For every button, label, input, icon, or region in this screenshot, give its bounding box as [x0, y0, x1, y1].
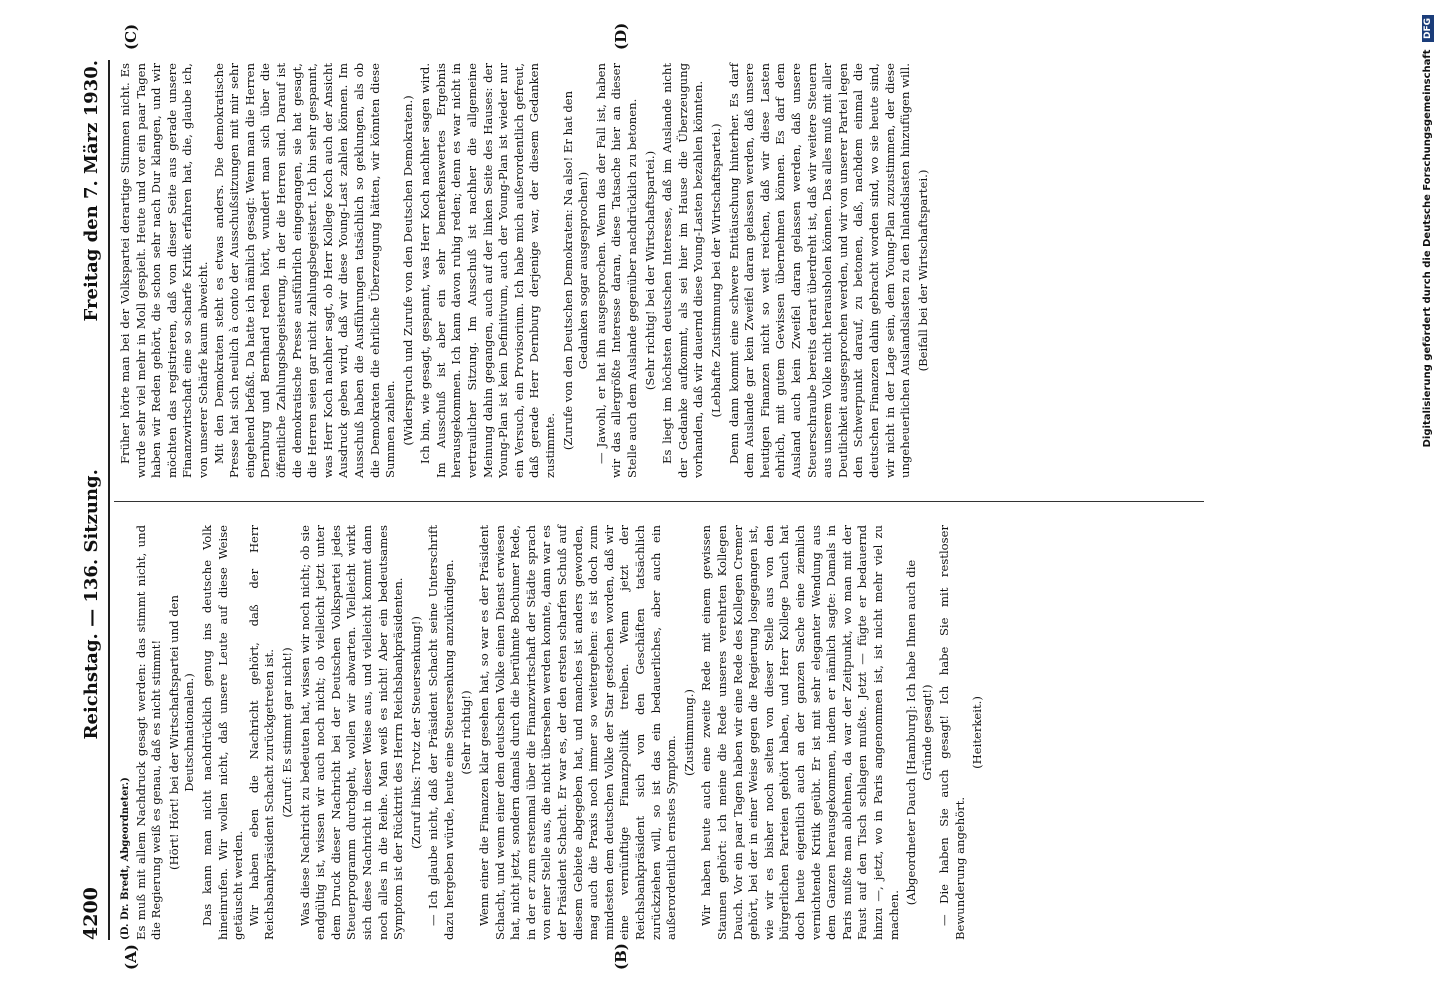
paragraph: — Jawohl, er hat ihn ausgesprochen. Wenn das der Fall ist, haben wir das allergrößte Interesse daran, diese Tatsache hier an dieser Stelle auch dem Auslande gegenüber nachdrücklich zu betonen. [593, 63, 639, 478]
interjection: (Abgeordneter Dauch [Hamburg]: Ich habe Ihnen auch die Gründe gesagt!) [904, 559, 934, 906]
running-head-right: Freitag den 7. März 1930. [80, 60, 102, 322]
speaker-attribution: (D. Dr. Bredt, Abgeordneter.) [120, 777, 131, 940]
running-head [76, 60, 106, 940]
paragraph: Früher hörte man bei der Volkspartei derartige Stimmen nicht. Es wurde sehr viel mehr in Moll gespielt. Heute und vor ein paar Tagen haben wir Reden gehört, die schon sehr nach Dur klangen, und wir möchten das registrieren, daß von dieser Seite aus gerade unsere Finanzwirtschaft eine so scharfe Kritik erfahren hat, die, glaube ich, von unserer Schärfe kaum abweicht. [118, 63, 210, 478]
interjection: (Zuruf: Es stimmt gar nicht!) [279, 647, 294, 818]
funding-note: Digitalisierung gefördert durch die Deutsche Forschungsgemeinschaft [1422, 49, 1433, 448]
left-column [118, 525, 988, 940]
running-head-left: Reichstag. — 136. Sitzung. [80, 469, 102, 740]
rotated-newspaper-page [76, 22, 1336, 970]
paragraph: — Die haben Sie auch gesagt! Ich habe Sie mit restloser Bewunderung angehört. [937, 525, 967, 940]
digitization-credit-text [1420, 15, 1434, 995]
interjection: (Heiterkeit.) [970, 696, 985, 769]
paragraph: Wir haben heute auch eine zweite Rede mit einem gewissen Staunen gehört: ich meine die Rede unseres verehrten Kollegen Dauch. Vor ein paar Tagen haben wir eine Rede des Kollegen Cremer gehört, bei der in einer Weise gegen die Regierung losgegangen ist, wie wir es bisher noch selten von dieser Stelle aus von den bürgerlichen Parteien gehört haben, und Herr Kollege Dauch hat doch heute eigentlich auch an der ganzen Sache eine ziemlich vernichtende Kritik geübt. Er ist mit sehr eleganter Wendung aus dem Ganzen herausgekommen, indem er nämlich sagte: Damals in Paris mußte man ablehnen, da war der Zeitpunkt, wo man mit der Faust auf den Tisch schlagen mußte. Jetzt — fügte er bedauernd hinzu —, jetzt, wo in Paris angenommen ist, ist nicht mehr viel zu machen. [699, 525, 901, 940]
paragraph: Ich bin, wie gesagt, gespannt, was Herr Koch nachher sagen wird. Im Ausschuß ist aber ein sehr bemerkenswertes Ergebnis herausgekommen. Ich kann davon ruhig reden; denn es war nicht in vertraulicher Sitzung. Im Ausschuß ist nachher die allgemeine Meinung dahin gegangen, auch auf der linken Seite des Hauses: der Young-Plan ist kein Definitivum, auch der Young-Plan ist wieder nur ein Versuch, ein Provisorium. Ich habe mich außerordentlich gefreut, daß gerade Herr Dernburg derjenige war, der diesem Gedanken zustimmte. [418, 63, 558, 478]
page-number: 4200 [80, 887, 102, 940]
interjection: (Lebhafte Zustimmung bei der Wirtschaftspartei.) [708, 123, 723, 418]
paragraph: Es muß mit allem Nachdruck gesagt werden: das stimmt nicht, und die Regierung weiß es genau, daß es nicht stimmt! [133, 525, 164, 940]
interjection: (Sehr richtig!) [459, 690, 474, 775]
paragraph: Was diese Nachricht zu bedeuten hat, wissen wir noch nicht; ob sie endgültig ist, wissen wir auch noch nicht; ob vielleicht jetzt unter dem Druck dieser Nachricht bei der Deutschen Volkspartei jedes Steuerprogramm durchgeht, wollen wir abwarten. Vielleicht wirkt sich diese Nachricht in dieser Weise aus, und vielleicht kommt dann noch alles in die Reihe. Man weiß es nicht! Aber ein bedeutsames Symptom ist der Rücktritt des Herrn Reichsbankpräsidenten. [297, 525, 406, 940]
dfg-logo: DFG [1422, 15, 1434, 42]
interjection: (Zustimmung.) [681, 689, 696, 776]
interjection: (Hört! Hört! bei der Wirtschaftspartei und den Deutschnationalen.) [166, 595, 197, 870]
paragraph: Wir haben eben die Nachricht gehört, daß der Herr Reichsbankpräsident Schacht zurückgetreten ist. [246, 525, 277, 940]
interjection: (Sehr richtig! bei der Wirtschaftspartei.) [642, 150, 657, 391]
interjection: (Zurufe von den Deutschen Demokraten: Na also! Er hat den Gedanken sogar ausgesprochen!) [560, 90, 591, 451]
paragraph: Wenn einer die Finanzen klar gesehen hat, so war es der Präsident Schacht, und wenn einer dem deutschen Volke einen Dienst erwiesen hat, nicht jetzt, sondern damals durch die berühmte Bochumer Rede, in der er zum erstenmal über die Finanzwirtschaft der Städte sprach von einer Stelle aus, die nicht übersehen werden konnte, dann war es der Präsident Schacht. Er war es, der den ersten scharfen Schuß auf diesem Gebiete abgegeben hat, und manches ist anders geworden, mag auch die Praxis noch immer so weitergehen: es ist doch zum mindesten dem deutschen Volke der Star gestochen worden, daß wir eine vernünftige Finanzpolitik treiben. Wenn jetzt der Reichsbankpräsident sich von den Geschäften tatsächlich zurückziehen will, so ist das ein bedauerliches, aber auch ein außerordentlich ernstes Symptom. [477, 525, 679, 940]
right-column [118, 63, 933, 478]
paragraph: Das kann man nicht nachdrücklich genug ins deutsche Volk hineinrufen. Wir wollen nicht, daß unsere Leute auf diese Weise getäuscht werden. [199, 525, 246, 940]
margin-marker-b: (B) [612, 943, 630, 970]
header-rule [108, 60, 110, 940]
paragraph: Denn dann kommt eine schwere Enttäuschung hinterher. Es darf dem Auslande gar kein Zweifel daran gelassen werden, daß unsere heutigen Finanzen nicht so weit reichen, daß wir diese Lasten ehrlich, mit gutem Gewissen übernehmen können. Es darf dem Ausland auch kein Zweifel daran gelassen werden, daß unsere Steuerschraube bereits derart überdreht ist, daß wir weitere Steuern aus unserem Volke nicht herausholen können. Das alles muß mit aller Deutlichkeit ausgesprochen werden, und wir von unserer Partei legen den Schwerpunkt darauf, zu betonen, daß, nachdem einmal die deutschen Finanzen dahin gebracht worden sind, wo sie heute sind, wir nicht in der Lage sein, dem Young-Plan zuzustimmen, der diese ungeheuerlichen Auslandslasten zu den Inlandslasten hinzufügen will. [726, 63, 913, 478]
paragraph: Es liegt im höchsten deutschen Interesse, daß im Auslande nicht der Gedanke aufkommt, als sei hier im Hause die Überzeugung vorhanden, daß wir dauernd diese Young-Lasten bezahlen könnten. [660, 63, 706, 478]
interjection: (Widerspruch und Zurufe von den Deutschen Demokraten.) [400, 95, 415, 446]
margin-marker-d: (D) [612, 22, 630, 50]
margin-marker-a: (A) [122, 944, 140, 970]
paragraph: — Ich glaube nicht, daß der Präsident Schacht seine Unterschrift dazu hergeben würde, heute eine Steuersenkung anzukündigen. [426, 525, 456, 940]
margin-marker-c: (C) [122, 23, 140, 50]
interjection: (Beifall bei der Wirtschaftspartei.) [915, 169, 930, 372]
column-divider [114, 501, 1204, 502]
paragraph: Mit den Demokraten steht es etwas anders. Die demokratische Presse hat sich neulich à conto der Ausschußsitzungen mit mir sehr eingehend befaßt. Da hatte ich nämlich gesagt: Wenn man die Herren Dernburg und Bernhard reden hört, wundert man sich über die öffentliche Zahlungsbegeisterung, in der die Herren sind. Darauf ist die demokratische Presse ausführlich eingegangen, sie hat gesagt, die Herren seien gar nicht zahlungsbegeistert. Ich bin sehr gespannt, was Herr Koch nachher sagt, ob Herr Kollege Koch auch der Ansicht Ausdruck geben wird, daß wir diese Young-Last zahlen können. Im Ausschuß haben die Ausführungen tatsächlich so geklungen, als ob die Demokraten die ehrliche Überzeugung hätten, wir könnten diese Summen zahlen. [211, 63, 398, 478]
interjection: (Zuruf links: Trotz der Steuersenkung!) [408, 616, 423, 849]
digitization-credit [1418, 10, 1434, 1000]
